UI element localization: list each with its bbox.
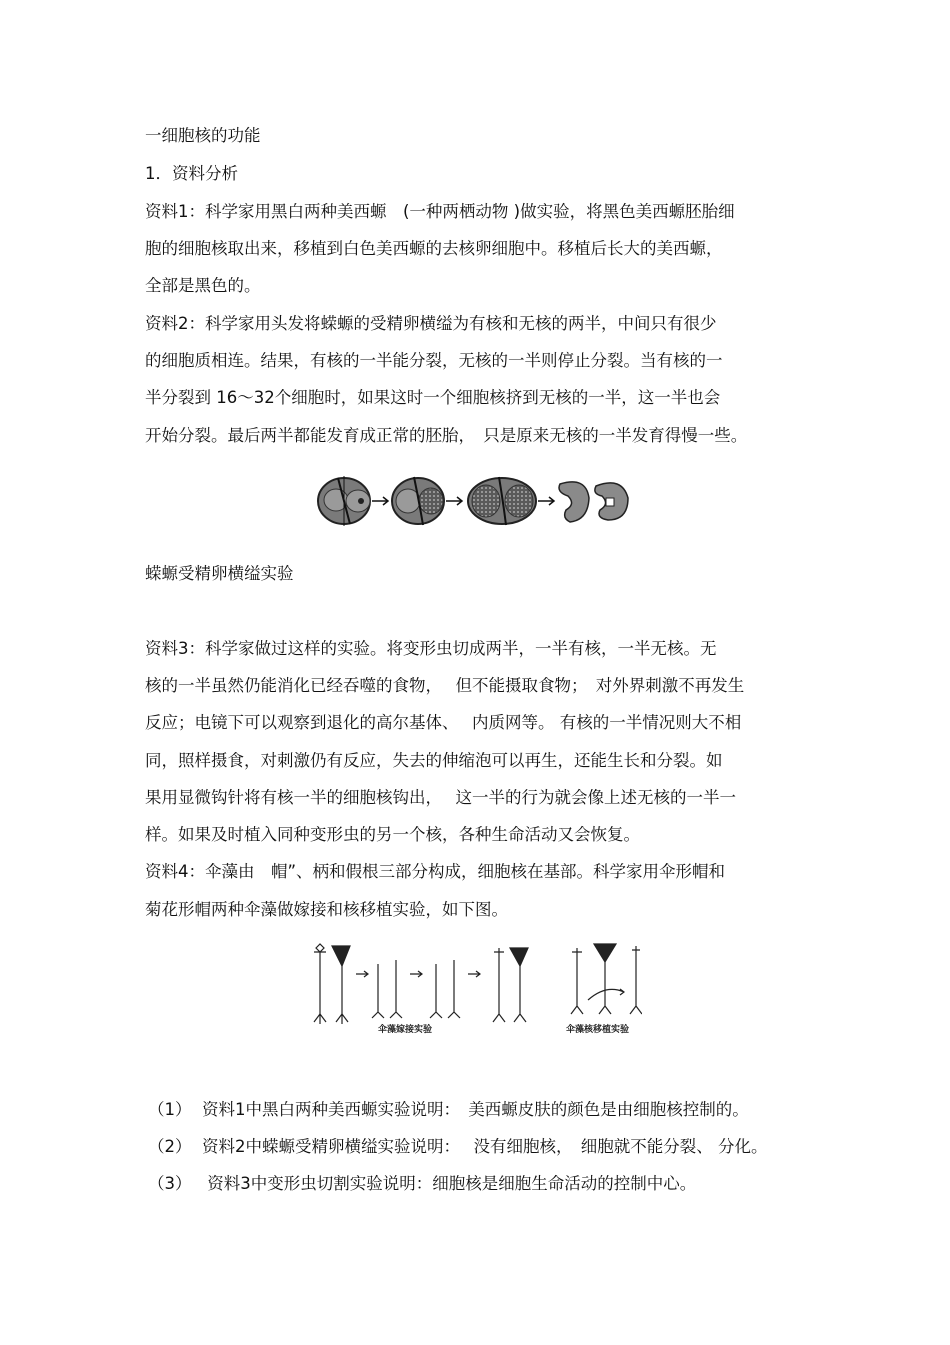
arrow-icon <box>372 497 388 505</box>
nucleus-transplant <box>571 944 642 1014</box>
material-2-line: 资料2：科学家用头发将蝾螈的受精卵横缢为有核和无核的两半，中间只有很少 <box>145 314 717 333</box>
acetabularia-figure <box>306 940 642 1040</box>
arrow-icon <box>468 971 480 977</box>
material-3-line: 反应；电镜下可以观察到退化的高尔基体、 内质网等。 有核的一半情况则大不相 <box>145 713 742 732</box>
material-3-line: 果用显微钩针将有核一半的细胞核钩出， 这一半的行为就会像上述无核的一半一 <box>145 788 736 807</box>
arrow-icon <box>410 971 422 977</box>
conclusion-item: （2） 资料2中蝾螈受精卵横缢实验说明： 没有细胞核， 细胞就不能分裂、 分化。 <box>148 1137 768 1156</box>
material-3-line: 样。如果及时植入同种变形虫的另一个核，各种生命活动又会恢复。 <box>145 825 640 844</box>
material-3-line: 核的一半虽然仍能消化已经吞噬的食物， 但不能摄取食物； 对外界刺激不再发生 <box>145 676 745 695</box>
material-1-line: 胞的细胞核取出来，移植到白色美西螈的去核卵细胞中。移植后长大的美西螈， <box>145 239 723 258</box>
egg-stage-1 <box>318 476 370 526</box>
arrow-icon <box>356 971 368 977</box>
graft-stage-1 <box>372 960 402 1018</box>
newt-egg-figure <box>316 474 632 528</box>
material-1-line: 全部是黑色的。 <box>145 276 261 295</box>
figure-1-caption: 蝾螈受精卵横缢实验 <box>145 564 294 583</box>
graft-result <box>493 948 528 1022</box>
embryo-1 <box>559 482 589 522</box>
section-subheading: 1．资料分析 <box>145 164 238 183</box>
material-3-line: 同，照样摄食，对刺激仍有反应，失去的伸缩泡可以再生，还能生长和分裂。如 <box>145 751 723 770</box>
figure-2-label-right: 伞藻核移植实验 <box>566 1025 630 1035</box>
arrow-icon <box>446 497 462 505</box>
graft-stage-2 <box>430 960 460 1018</box>
umbrella-alga-left <box>314 944 350 1024</box>
material-2-line: 开始分裂。最后两半都能发育成正常的胚胎， 只是原来无核的一半发育得慢一些。 <box>145 426 748 445</box>
material-4-line: 菊花形帽两种伞藻做嫁接和核移植实验，如下图。 <box>145 900 508 919</box>
egg-stage-3 <box>468 477 536 525</box>
arrow-icon <box>538 497 554 505</box>
embryo-2 <box>595 483 628 520</box>
conclusion-item: （1） 资料1中黑白两种美西螈实验说明： 美西螈皮肤的颜色是由细胞核控制的。 <box>148 1100 749 1119</box>
material-3-line: 资料3：科学家做过这样的实验。将变形虫切成两半，一半有核，一半无核。无 <box>145 639 717 658</box>
page-heading: 一细胞核的功能 <box>145 126 261 145</box>
conclusion-item: （3） 资料3中变形虫切割实验说明：细胞核是细胞生命活动的控制中心。 <box>148 1174 697 1193</box>
material-1-line: 资料1：科学家用黑白两种美西螈 (一种两栖动物 )做实验，将黑色美西螈胚胎细 <box>145 202 735 221</box>
material-2-line: 的细胞质相连。结果，有核的一半能分裂，无核的一半则停止分裂。当有核的一 <box>145 351 723 370</box>
egg-stage-2 <box>392 477 444 525</box>
figure-2-label-left: 伞藻嫁接实验 <box>378 1025 433 1035</box>
material-4-line: 资料4：伞藻由 帽”、柄和假根三部分构成，细胞核在基部。科学家用伞形帽和 <box>145 862 726 881</box>
material-2-line: 半分裂到 16～32个细胞时，如果这时一个细胞核挤到无核的一半，这一半也会 <box>145 388 721 407</box>
